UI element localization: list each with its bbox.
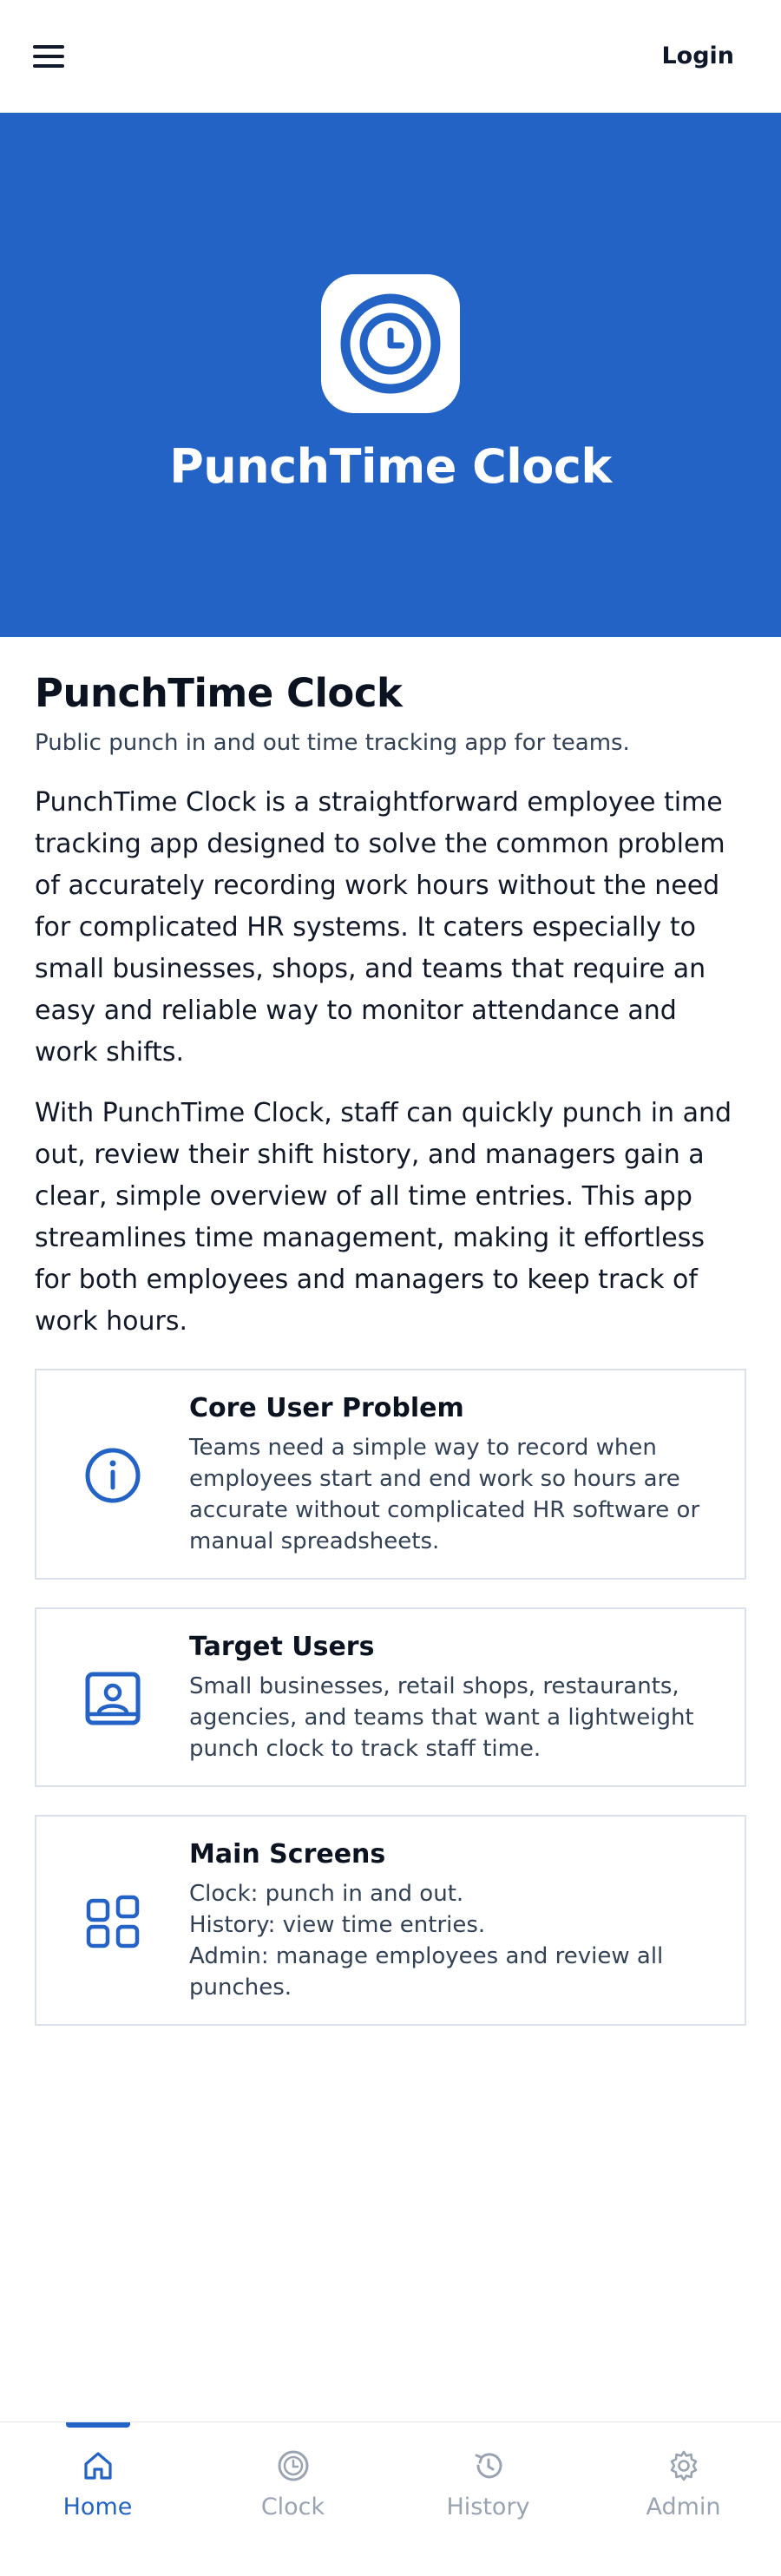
card-core-user-problem xyxy=(35,1369,746,1580)
hero-banner xyxy=(0,113,781,637)
clock-icon xyxy=(339,292,442,395)
nav-label: Home xyxy=(62,2494,133,2520)
description-paragraph: With PunchTime Clock, staff can quickly punch in and out, review their shift history, and managers gain a clear, simple overview of all time entries. This app streamlines time management, making it effortless for both employees and managers to keep track of work hours. xyxy=(35,1098,732,1337)
login-link[interactable]: Login xyxy=(661,43,734,69)
nav-label: Clock xyxy=(260,2494,325,2520)
user-portrait-icon xyxy=(80,1666,146,1732)
card-text: Clock: punch in and out. History: view time entries. Admin: manage employees and review all punches. xyxy=(189,1881,664,2001)
feature-cards xyxy=(35,1369,746,2026)
page-subtitle: Public punch in and out time tracking app for teams. xyxy=(35,730,630,756)
home-icon xyxy=(81,2448,115,2483)
card-title: Main Screens xyxy=(189,1839,386,1870)
info-icon xyxy=(80,1442,146,1508)
nav-item-admin[interactable] xyxy=(586,2422,781,2576)
nav-label: Admin xyxy=(646,2494,721,2520)
grid-icon xyxy=(80,1889,146,1955)
nav-item-history[interactable] xyxy=(390,2422,586,2576)
card-main-screens xyxy=(35,1815,746,2026)
history-icon xyxy=(471,2448,506,2483)
nav-label: History xyxy=(446,2494,530,2520)
gear-icon xyxy=(666,2448,701,2483)
card-target-users xyxy=(35,1607,746,1787)
card-title: Core User Problem xyxy=(189,1393,464,1423)
hamburger-icon[interactable] xyxy=(31,42,66,71)
card-text: Small businesses, retail shops, restaurants, agencies, and teams that want a lightweight punch clock to track staff time. xyxy=(189,1673,694,1762)
clock-icon xyxy=(276,2448,311,2483)
description-paragraph: PunchTime Clock is a straightforward employee time tracking app designed to solve the common problem of accurately recording work hours without the need for complicated HR systems. It caters especially to small businesses, shops, and teams that require an easy and reliable way to monitor attendance and work shifts. xyxy=(35,787,725,1068)
card-text: Teams need a simple way to record when employees start and end work so hours are accurate without complicated HR software or manual spreadsheets. xyxy=(189,1435,700,1554)
nav-item-clock[interactable] xyxy=(195,2422,390,2576)
page-title: PunchTime Clock xyxy=(35,670,403,716)
nav-item-home[interactable] xyxy=(0,2422,195,2576)
top-app-bar xyxy=(0,0,781,113)
card-title: Target Users xyxy=(189,1632,375,1662)
bottom-navigation xyxy=(0,2422,781,2576)
main-content xyxy=(35,637,746,2026)
hero-title: PunchTime Clock xyxy=(169,439,612,494)
app-logo xyxy=(321,274,460,413)
